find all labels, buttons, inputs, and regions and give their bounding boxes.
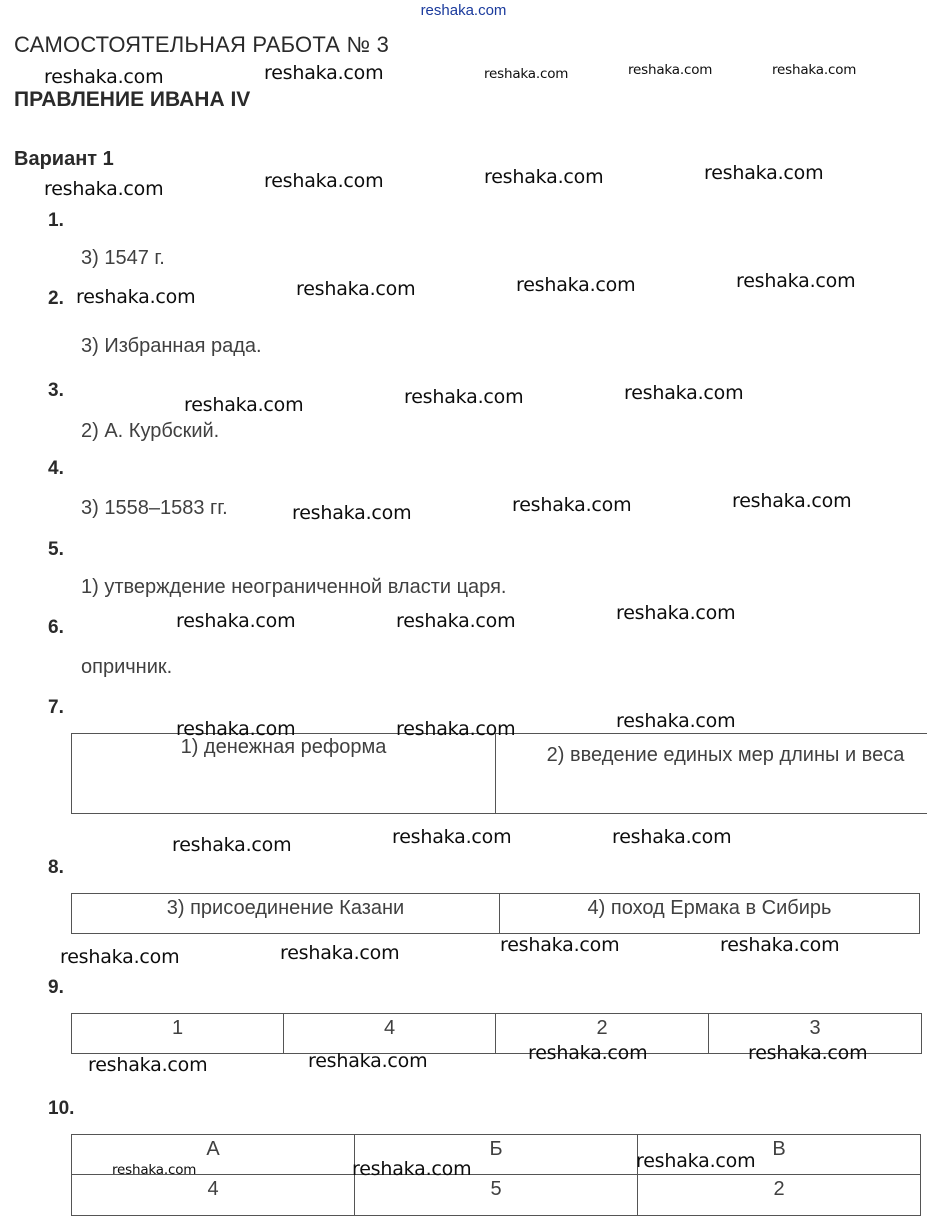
watermark: reshaka.com: [732, 490, 852, 512]
question-number: 2.: [48, 288, 64, 309]
watermark: reshaka.com: [616, 602, 736, 624]
watermark: reshaka.com: [772, 62, 857, 78]
answer-text: 2) А. Курбский.: [81, 420, 220, 442]
watermark: reshaka.com: [404, 386, 524, 408]
question-number: 9.: [48, 977, 64, 998]
question-number: 3.: [48, 380, 64, 401]
watermark: reshaka.com: [44, 66, 164, 88]
watermark: reshaka.com: [264, 170, 384, 192]
watermark: reshaka.com: [500, 934, 620, 956]
table-header-cell: Б: [355, 1135, 638, 1175]
answer-table-10: [71, 1134, 921, 1216]
watermark: reshaka.com: [704, 162, 824, 184]
watermark: reshaka.com: [296, 278, 416, 300]
question-number: 4.: [48, 458, 64, 479]
watermark: reshaka.com: [720, 934, 840, 956]
watermark: reshaka.com: [392, 826, 512, 848]
watermark: reshaka.com: [112, 1162, 197, 1178]
watermark: reshaka.com: [76, 286, 196, 308]
watermark: reshaka.com: [264, 62, 384, 84]
table-cell: 5: [355, 1175, 638, 1216]
answer-text: 3) Избранная рада.: [81, 335, 262, 357]
watermark: reshaka.com: [280, 942, 400, 964]
table-cell: 2: [638, 1175, 921, 1216]
watermark: reshaka.com: [176, 718, 296, 740]
question-number: 7.: [48, 697, 64, 718]
question-number: 6.: [48, 617, 64, 638]
watermark: reshaka.com: [172, 834, 292, 856]
watermark: reshaka.com: [484, 66, 569, 82]
table-header-cell: В: [638, 1135, 921, 1175]
table-cell: 1) денежная реформа: [72, 734, 496, 814]
watermark: reshaka.com: [292, 502, 412, 524]
answer-text: 3) 1547 г.: [81, 247, 165, 269]
question-number: 10.: [48, 1098, 75, 1119]
page-title: САМОСТОЯТЕЛЬНАЯ РАБОТА № 3: [14, 32, 390, 57]
watermark: reshaka.com: [484, 166, 604, 188]
watermark: reshaka.com: [184, 394, 304, 416]
question-number: 5.: [48, 539, 64, 560]
table-cell: 1: [72, 1014, 284, 1054]
watermark: reshaka.com: [308, 1050, 428, 1072]
watermark: reshaka.com: [748, 1042, 868, 1064]
watermark: reshaka.com: [624, 382, 744, 404]
watermark: reshaka.com: [612, 826, 732, 848]
watermark: reshaka.com: [44, 178, 164, 200]
answer-text: 1) утверждение неограниченной власти царя.: [81, 576, 507, 598]
answer-text: 3) 1558–1583 гг.: [81, 497, 228, 519]
watermark: reshaka.com: [396, 610, 516, 632]
question-number: 1.: [48, 210, 64, 231]
variant-label: Вариант 1: [14, 148, 114, 170]
watermark: reshaka.com: [88, 1054, 208, 1076]
answer-text: опричник.: [81, 656, 173, 678]
table-cell: 2: [496, 1014, 709, 1054]
watermark: reshaka.com: [512, 494, 632, 516]
table-cell: 3) присоединение Казани: [72, 894, 500, 934]
question-number: 8.: [48, 857, 64, 878]
table-cell: 4) поход Ермака в Сибирь: [500, 894, 920, 934]
answer-table-7: [71, 733, 927, 814]
watermark: reshaka.com: [516, 274, 636, 296]
table-cell: 2) введение единых мер длины и веса: [496, 734, 927, 814]
table-header-cell: А: [72, 1135, 355, 1175]
watermark: reshaka.com: [176, 610, 296, 632]
site-link[interactable]: reshaka.com: [420, 2, 507, 19]
watermark: reshaka.com: [628, 62, 713, 78]
watermark: reshaka.com: [736, 270, 856, 292]
watermark: reshaka.com: [60, 946, 180, 968]
table-cell: 4: [284, 1014, 496, 1054]
table-cell: 4: [72, 1175, 355, 1216]
watermark: reshaka.com: [616, 710, 736, 732]
watermark: reshaka.com: [528, 1042, 648, 1064]
watermark: reshaka.com: [352, 1158, 472, 1180]
answer-table-8: [71, 893, 920, 934]
watermark: reshaka.com: [396, 718, 516, 740]
topic-title: ПРАВЛЕНИЕ ИВАНА IV: [14, 88, 251, 111]
table-cell: 3: [709, 1014, 922, 1054]
watermark: reshaka.com: [636, 1150, 756, 1172]
